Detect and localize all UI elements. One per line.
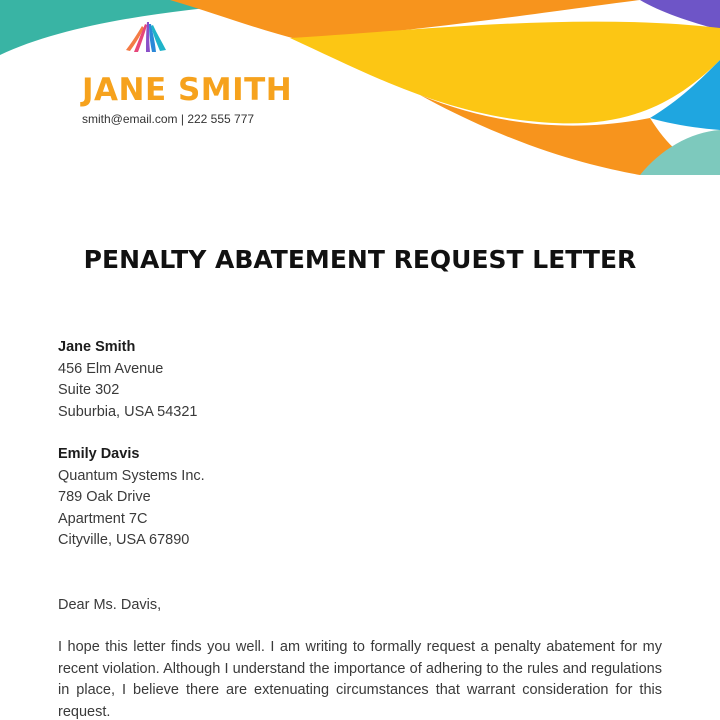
sender-name-heading: JANE SMITH (82, 72, 293, 108)
document-title: PENALTY ABATEMENT REQUEST LETTER (83, 245, 637, 274)
sender-address-line: 456 Elm Avenue (58, 360, 164, 377)
sender-address-name: Jane Smith (58, 339, 136, 355)
recipient-address-line: 789 Oak Drive (58, 489, 151, 505)
sender-contact-line: smith@email.com | 222 555 777 (82, 112, 255, 126)
yellow-wave (290, 22, 720, 124)
letter-body-paragraph: I hope this letter finds you well. I am writing to formally request a penalty abatement for my recent violation. Although I understand the importance of adhering to the rules and regulations in place, I believe there are extenuating circumstances that warrant consideration for this request. (58, 639, 662, 720)
recipient-address-line: Apartment 7C (58, 510, 148, 527)
recipient-address-line: Quantum Systems Inc. (58, 467, 205, 484)
recipient-address-line: Cityville, USA 67890 (58, 532, 190, 548)
sender-address-line: Suburbia, USA 54321 (58, 403, 198, 420)
recipient-address-block (58, 444, 205, 552)
stylized-fan-logo-icon (122, 20, 170, 56)
sender-address-block (58, 337, 197, 423)
letter-salutation: Dear Ms. Davis, (58, 597, 162, 613)
recipient-address-name: Emily Davis (58, 446, 140, 462)
sender-address-line: Suite 302 (58, 382, 120, 398)
